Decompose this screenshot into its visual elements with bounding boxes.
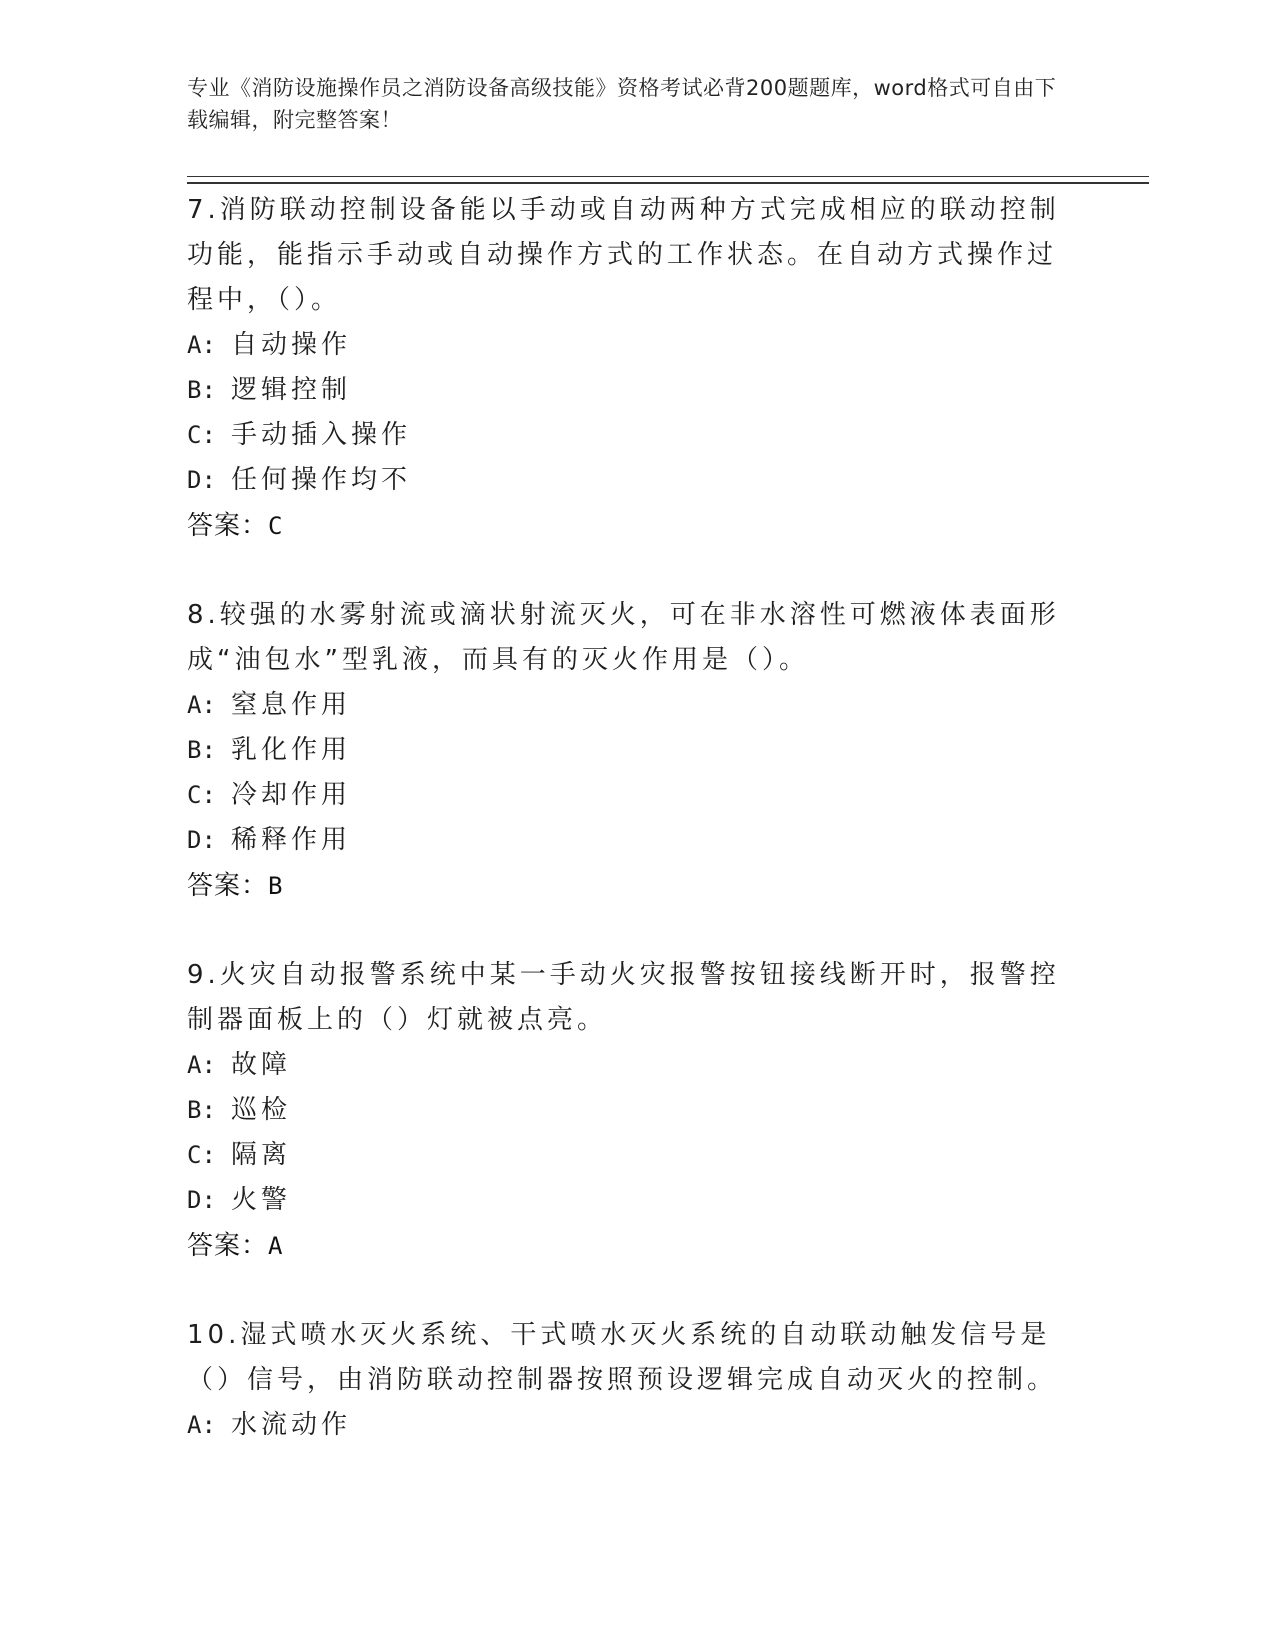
option-text: 火警 (231, 1185, 292, 1215)
question-text: 8.较强的水雾射流或滴状射流灭火，可在非水溶性可燃液体表面形成“油包水”型乳液，而具有的灭火作用是（）。 (187, 600, 1060, 675)
question-9 (187, 953, 1077, 1269)
question-10 (187, 1313, 1077, 1448)
answer-label: 答案： (187, 511, 269, 541)
option-letter: A: (187, 1411, 216, 1439)
option-text: 稀释作用 (231, 825, 352, 855)
option-letter: A: (187, 1051, 216, 1079)
question-text: 10.湿式喷水灭火系统、干式喷水灭火系统的自动联动触发信号是（）信号，由消防联动控制器按照预设逻辑完成自动灭火的控制。 (187, 1320, 1058, 1395)
option-text: 水流动作 (231, 1410, 352, 1440)
question-8 (187, 593, 1077, 909)
option-text: 窒息作用 (231, 690, 352, 720)
option-text: 故障 (231, 1050, 292, 1080)
option-text: 冷却作用 (231, 780, 352, 810)
question-text: 9.火灾自动报警系统中某一手动火灾报警按钮接线断开时，报警控制器面板上的（）灯就被点亮。 (187, 960, 1060, 1035)
option-b (187, 728, 1077, 773)
option-text: 乳化作用 (231, 735, 352, 765)
option-text: 任何操作均不 (231, 465, 412, 495)
option-c (187, 1133, 1077, 1178)
option-letter: C: (187, 1141, 216, 1169)
answer-line (187, 503, 1077, 549)
option-letter: B: (187, 736, 216, 764)
answer-label: 答案： (187, 871, 269, 901)
option-letter: B: (187, 376, 216, 404)
answer-value: B (268, 872, 284, 900)
header-divider (187, 176, 1149, 184)
option-letter: D: (187, 1186, 216, 1214)
option-letter: B: (187, 1096, 216, 1124)
header-title: 专业《消防设施操作员之消防设备高级技能》资格考试必背200题题库，word格式可自由下载编辑，附完整答案！ (187, 76, 1057, 132)
question-7 (187, 188, 1077, 549)
answer-label: 答案： (187, 1231, 269, 1261)
option-text: 巡检 (231, 1095, 292, 1125)
question-list (187, 188, 1077, 1492)
answer-line (187, 1223, 1077, 1269)
option-letter: C: (187, 781, 216, 809)
answer-value: C (268, 512, 284, 540)
option-a (187, 1043, 1077, 1088)
option-letter: D: (187, 826, 216, 854)
answer-value: A (268, 1232, 284, 1260)
answer-line (187, 863, 1077, 909)
option-c (187, 413, 1077, 458)
option-text: 逻辑控制 (231, 375, 352, 405)
option-a (187, 323, 1077, 368)
option-text: 隔离 (231, 1140, 292, 1170)
option-letter: C: (187, 421, 216, 449)
option-text: 自动操作 (231, 330, 352, 360)
option-letter: D: (187, 466, 216, 494)
option-d (187, 818, 1077, 863)
option-d (187, 458, 1077, 503)
option-c (187, 773, 1077, 818)
option-b (187, 1088, 1077, 1133)
option-a (187, 1403, 1077, 1448)
option-a (187, 683, 1077, 728)
document-header (187, 72, 1067, 136)
question-text: 7.消防联动控制设备能以手动或自动两种方式完成相应的联动控制功能，能指示手动或自动操作方式的工作状态。在自动方式操作过程中，（）。 (187, 195, 1060, 315)
option-letter: A: (187, 331, 216, 359)
option-text: 手动插入操作 (231, 420, 412, 450)
option-b (187, 368, 1077, 413)
option-letter: A: (187, 691, 216, 719)
option-d (187, 1178, 1077, 1223)
